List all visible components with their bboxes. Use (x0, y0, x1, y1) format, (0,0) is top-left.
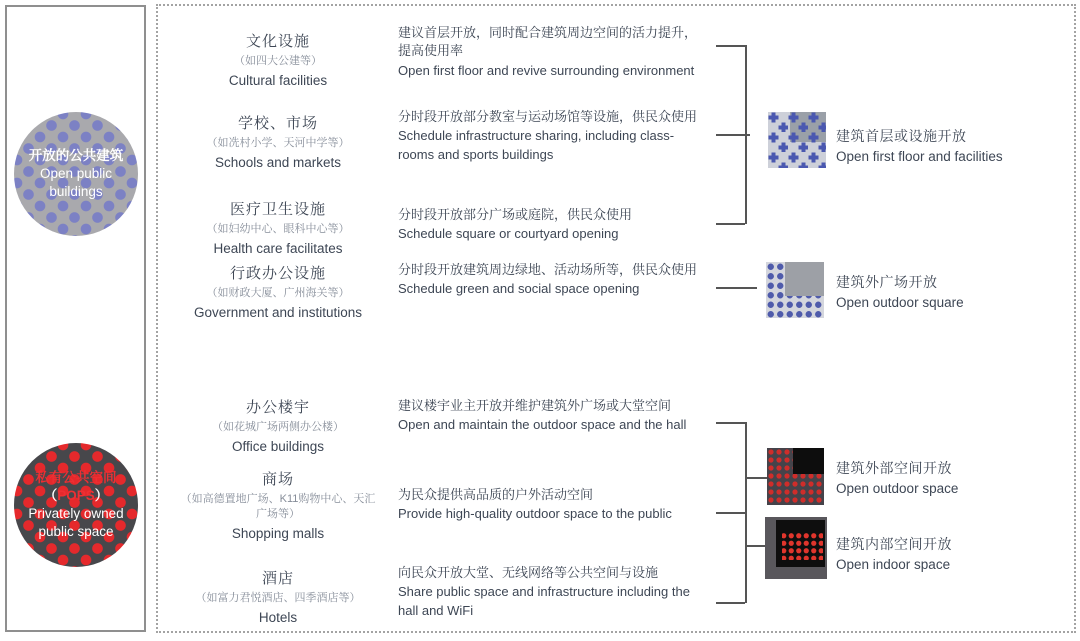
category-subtitle: （如高德置地广场、K11购物中心、天汇广场等） (180, 493, 376, 520)
badge-title-zh: 开放的公共建筑 (28, 148, 124, 164)
category-subtitle: （如富力君悦酒店、四季酒店等） (195, 592, 361, 604)
row-health-care-name (178, 198, 378, 257)
category-title-en: Hotels (258, 609, 298, 625)
group3-bracket-spine (745, 422, 747, 603)
group2-connector-line (716, 287, 757, 289)
legend-label-en: Open outdoor space (836, 481, 959, 496)
category-title-en: Shopping malls (231, 525, 325, 541)
legend-outdoor-space-label (836, 458, 958, 496)
category-subtitle: （如花城广场两侧办公楼） (212, 421, 344, 433)
legend-label-zh: 建筑首层或设施开放 (836, 128, 967, 144)
row-health-care-desc (398, 206, 704, 244)
row-cultural-facilities-desc (398, 24, 704, 80)
group1-bracket-tick-bottom (716, 223, 745, 225)
category-title-zh: 办公楼宇 (245, 399, 310, 416)
legend-swatch-indoor-space-icon (765, 517, 827, 579)
row-shopping-malls-name (178, 468, 378, 542)
group3-connector-indoor (745, 545, 765, 547)
category-title-en: Cultural facilities (228, 72, 328, 88)
row-government-desc (398, 261, 704, 299)
category-title-en: Government and institutions (193, 304, 363, 320)
legend-label-zh: 建筑外广场开放 (836, 274, 938, 290)
legend-label-en: Open outdoor square (836, 295, 964, 310)
category-subtitle: （如财政大厦、广州海关等） (206, 287, 350, 299)
badge-title-zh: 私有公共空间 (35, 470, 117, 486)
description-en: Schedule infrastructure sharing, including class-rooms and sports buildings (398, 128, 675, 162)
description-en: Open first floor and revive surrounding environment (398, 62, 695, 78)
legend-label-zh: 建筑外部空间开放 (836, 460, 952, 476)
description-en: Share public space and infrastructure including the hall and WiFi (398, 584, 690, 618)
group3-bracket-tick-top (716, 422, 745, 424)
row-schools-markets-name (178, 112, 378, 171)
description-zh: 建议首层开放，同时配合建筑周边空间的活力提升，提高使用率 (398, 25, 698, 59)
pops-abbr: POPS (57, 488, 95, 504)
row-shopping-malls-desc (398, 486, 704, 524)
row-office-buildings-name (178, 396, 378, 455)
legend-indoor-space-label (836, 534, 952, 572)
category-subtitle: （如妇幼中心、眼科中心等） (206, 223, 350, 235)
group1-bracket-tick-mid (716, 134, 750, 136)
legend-label-en: Open first floor and facilities (836, 149, 1003, 164)
legend-outdoor-square-label (836, 272, 964, 310)
description-zh: 向民众开放大堂、无线网络等公共空间与设施 (398, 565, 659, 580)
description-zh: 建议楼宇业主开放并维护建筑外广场或大堂空间 (398, 398, 672, 413)
category-title-zh: 学校、市场 (237, 115, 318, 132)
legend-swatch-first-floor-icon (768, 112, 826, 168)
description-en: Open and maintain the outdoor space and the hall (398, 417, 687, 433)
group1-bracket-tick-top (716, 45, 745, 47)
category-subtitle: （如四大公建等） (234, 55, 322, 67)
row-government-name (178, 262, 378, 321)
group3-bracket-tick-bottom (716, 602, 745, 604)
legend-label-zh: 建筑内部空间开放 (836, 536, 952, 552)
description-zh: 分时段开放部分广场或庭院，供民众使用 (398, 207, 633, 222)
category-title-en: Health care facilitates (213, 240, 343, 256)
badge-pops-line (44, 488, 109, 503)
legend-swatch-outdoor-space-icon (767, 448, 824, 505)
category-title-en: Office buildings (231, 438, 325, 454)
row-cultural-facilities-name (178, 30, 378, 89)
badge-text (20, 469, 132, 540)
group3-bracket-tick-mid (716, 512, 745, 514)
description-zh: 分时段开放部分教室与运动场馆等设施，供民众使用 (398, 109, 698, 124)
legend-first-floor-label (836, 126, 1003, 164)
row-schools-markets-desc (398, 108, 704, 164)
row-hotels-desc (398, 564, 704, 620)
badge-title-en: Privately owned public space (28, 506, 124, 539)
legend-swatch-outdoor-square-icon (766, 262, 824, 318)
description-zh: 为民众提供高品质的户外活动空间 (398, 487, 594, 502)
category-title-zh: 商场 (261, 471, 294, 488)
description-en: Schedule square or courtyard opening (398, 226, 619, 242)
badge-text (20, 147, 132, 200)
group3-connector-outdoor (745, 477, 767, 479)
category-subtitle: （如冼村小学、天河中学等） (206, 137, 350, 149)
paren-open: （ (43, 488, 58, 504)
paren-close: ） (94, 488, 109, 504)
description-en: Provide high-quality outdoor space to the public (398, 506, 672, 522)
row-office-buildings-desc (398, 397, 704, 435)
category-title-en: Schools and markets (214, 154, 342, 170)
pops-badge (14, 443, 138, 567)
description-en: Schedule green and social space opening (398, 281, 640, 297)
category-title-zh: 文化设施 (245, 33, 310, 50)
description-zh: 分时段开放建筑周边绿地、活动场所等，供民众使用 (398, 262, 698, 277)
legend-label-en: Open indoor space (836, 557, 951, 572)
category-title-zh: 酒店 (261, 570, 294, 587)
open-public-buildings-badge (14, 112, 138, 236)
category-title-zh: 行政办公设施 (229, 265, 326, 282)
category-title-zh: 医疗卫生设施 (229, 201, 326, 218)
badge-title-en: Open public buildings (39, 166, 113, 199)
row-hotels-name (178, 567, 378, 626)
